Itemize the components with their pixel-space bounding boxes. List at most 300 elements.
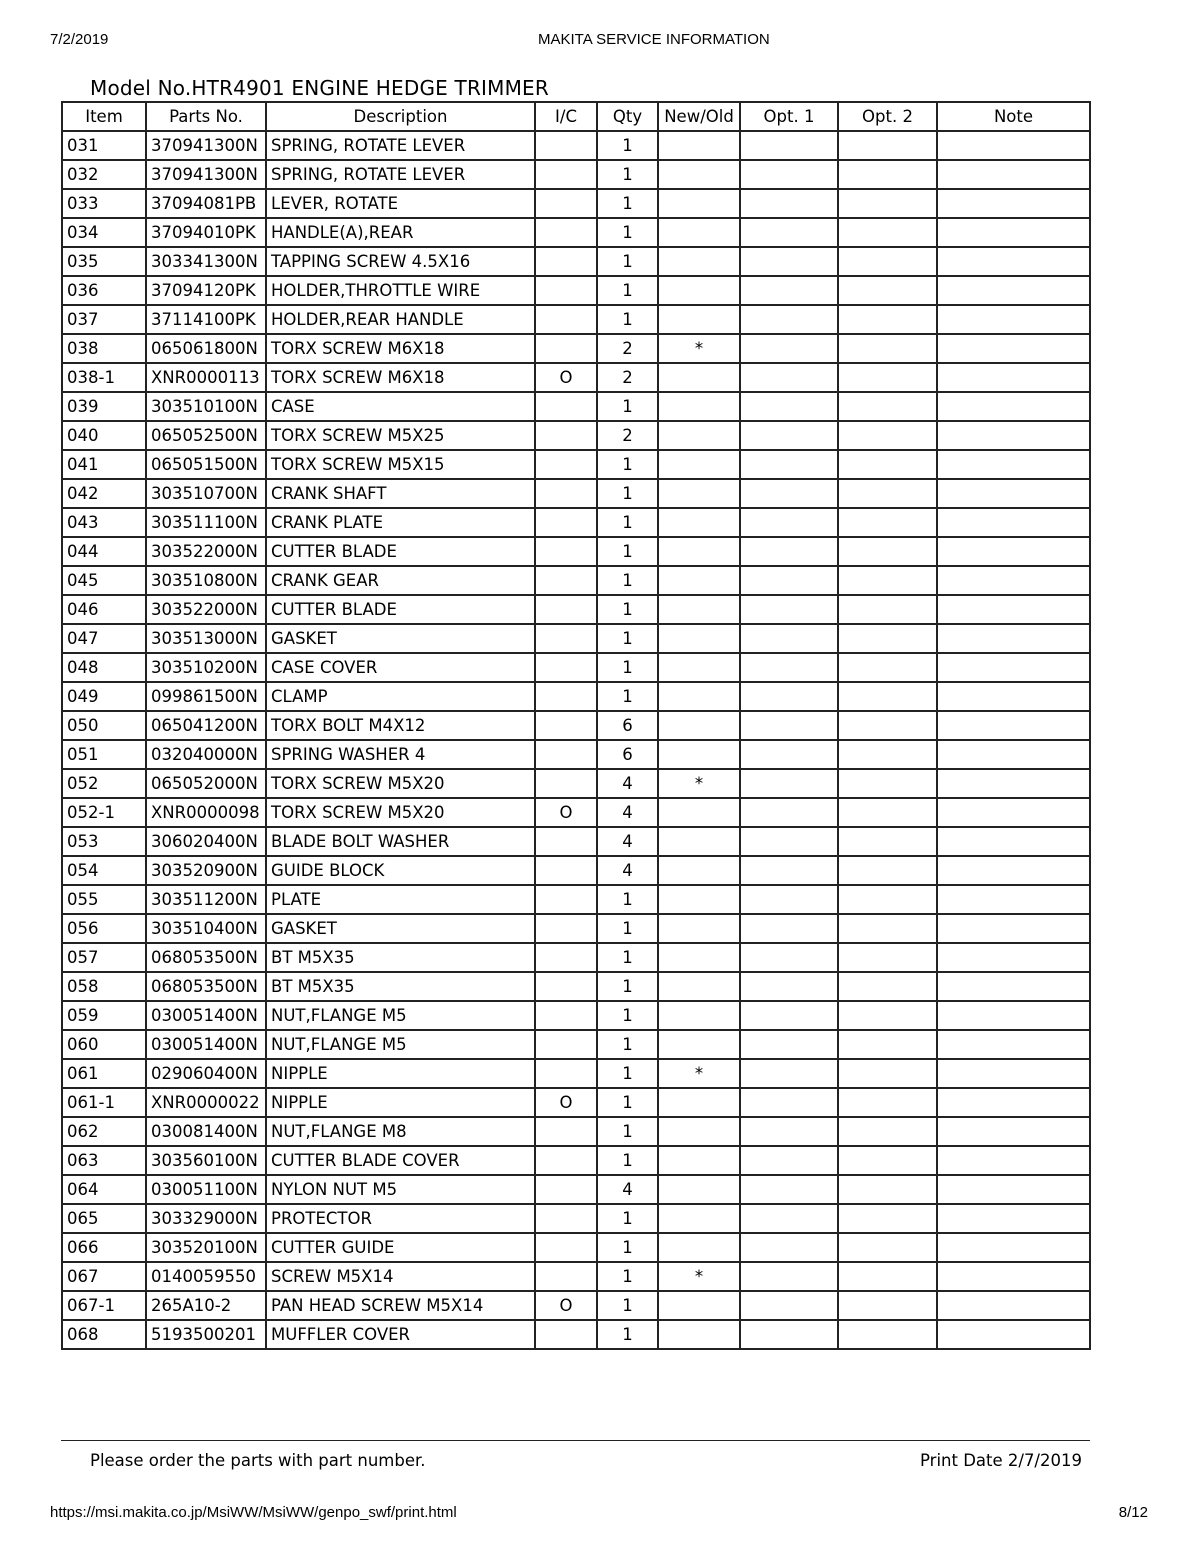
cell-ic — [535, 1320, 597, 1349]
cell-parts-no: 303510200N — [146, 653, 266, 682]
cell-note — [937, 914, 1090, 943]
cell-qty: 1 — [597, 479, 658, 508]
cell-item: 032 — [62, 160, 146, 189]
cell-opt1 — [740, 450, 838, 479]
cell-description: GASKET — [266, 914, 535, 943]
cell-opt1 — [740, 392, 838, 421]
cell-ic — [535, 305, 597, 334]
table-row — [62, 1233, 1090, 1262]
cell-opt2 — [838, 740, 937, 769]
cell-new-old — [658, 131, 740, 160]
cell-item: 060 — [62, 1030, 146, 1059]
cell-parts-no: XNR0000098 — [146, 798, 266, 827]
cell-opt1 — [740, 856, 838, 885]
cell-new-old — [658, 276, 740, 305]
cell-description: BT M5X35 — [266, 943, 535, 972]
table-row — [62, 1262, 1090, 1291]
cell-new-old — [658, 624, 740, 653]
cell-new-old: * — [658, 769, 740, 798]
cell-ic — [535, 450, 597, 479]
cell-parts-no: 5193500201 — [146, 1320, 266, 1349]
cell-ic — [535, 1233, 597, 1262]
cell-opt2 — [838, 1001, 937, 1030]
cell-ic — [535, 334, 597, 363]
cell-qty: 4 — [597, 1175, 658, 1204]
cell-opt2 — [838, 334, 937, 363]
cell-new-old — [658, 885, 740, 914]
cell-opt1 — [740, 334, 838, 363]
cell-parts-no: 065052000N — [146, 769, 266, 798]
parts-table — [61, 101, 1091, 1350]
cell-opt1 — [740, 1320, 838, 1349]
cell-qty: 1 — [597, 392, 658, 421]
cell-ic — [535, 276, 597, 305]
cell-parts-no: 065052500N — [146, 421, 266, 450]
cell-opt2 — [838, 247, 937, 276]
cell-qty: 1 — [597, 595, 658, 624]
cell-opt1 — [740, 421, 838, 450]
cell-ic — [535, 653, 597, 682]
cell-note — [937, 827, 1090, 856]
cell-qty: 1 — [597, 1146, 658, 1175]
cell-new-old — [658, 972, 740, 1001]
cell-new-old — [658, 508, 740, 537]
cell-new-old — [658, 914, 740, 943]
cell-qty: 1 — [597, 1030, 658, 1059]
cell-new-old — [658, 1204, 740, 1233]
cell-note — [937, 1175, 1090, 1204]
cell-parts-no: 030081400N — [146, 1117, 266, 1146]
cell-description: PAN HEAD SCREW M5X14 — [266, 1291, 535, 1320]
table-row — [62, 276, 1090, 305]
cell-ic — [535, 537, 597, 566]
cell-qty: 1 — [597, 276, 658, 305]
header-qty: Qty — [597, 102, 658, 131]
cell-note — [937, 276, 1090, 305]
cell-item: 054 — [62, 856, 146, 885]
cell-opt1 — [740, 479, 838, 508]
cell-note — [937, 1204, 1090, 1233]
cell-parts-no: 303520900N — [146, 856, 266, 885]
cell-note — [937, 450, 1090, 479]
cell-ic — [535, 1204, 597, 1233]
cell-new-old — [658, 682, 740, 711]
cell-note — [937, 1291, 1090, 1320]
cell-note — [937, 1117, 1090, 1146]
cell-qty: 1 — [597, 624, 658, 653]
cell-qty: 1 — [597, 914, 658, 943]
cell-item: 052-1 — [62, 798, 146, 827]
cell-note — [937, 479, 1090, 508]
cell-ic — [535, 943, 597, 972]
cell-description: CRANK GEAR — [266, 566, 535, 595]
header-item: Item — [62, 102, 146, 131]
cell-item: 055 — [62, 885, 146, 914]
page-header-title: MAKITA SERVICE INFORMATION — [538, 31, 770, 48]
cell-parts-no: 303511100N — [146, 508, 266, 537]
cell-item: 043 — [62, 508, 146, 537]
cell-opt1 — [740, 1204, 838, 1233]
cell-note — [937, 218, 1090, 247]
table-row — [62, 1146, 1090, 1175]
cell-item: 038-1 — [62, 363, 146, 392]
cell-new-old — [658, 1175, 740, 1204]
cell-description: TORX SCREW M5X25 — [266, 421, 535, 450]
table-row — [62, 450, 1090, 479]
cell-qty: 6 — [597, 711, 658, 740]
parts-table-body — [62, 131, 1090, 1349]
cell-parts-no: 37094120PK — [146, 276, 266, 305]
cell-opt2 — [838, 305, 937, 334]
cell-opt2 — [838, 711, 937, 740]
cell-note — [937, 131, 1090, 160]
cell-opt1 — [740, 160, 838, 189]
table-row — [62, 624, 1090, 653]
cell-opt1 — [740, 537, 838, 566]
cell-parts-no: 370941300N — [146, 160, 266, 189]
cell-ic — [535, 218, 597, 247]
cell-qty: 6 — [597, 740, 658, 769]
table-row — [62, 392, 1090, 421]
cell-note — [937, 682, 1090, 711]
cell-description: PLATE — [266, 885, 535, 914]
cell-ic — [535, 1175, 597, 1204]
cell-parts-no: 0140059550 — [146, 1262, 266, 1291]
cell-parts-no: 065051500N — [146, 450, 266, 479]
cell-opt2 — [838, 972, 937, 1001]
cell-item: 057 — [62, 943, 146, 972]
cell-qty: 1 — [597, 305, 658, 334]
cell-description: SCREW M5X14 — [266, 1262, 535, 1291]
cell-ic — [535, 827, 597, 856]
table-row — [62, 1204, 1090, 1233]
cell-qty: 1 — [597, 566, 658, 595]
cell-item: 065 — [62, 1204, 146, 1233]
page-url: https://msi.makita.co.jp/MsiWW/MsiWW/genpo_swf/print.html — [50, 1504, 457, 1521]
cell-description: SPRING WASHER 4 — [266, 740, 535, 769]
cell-qty: 4 — [597, 798, 658, 827]
cell-qty: 1 — [597, 885, 658, 914]
cell-note — [937, 537, 1090, 566]
cell-opt1 — [740, 276, 838, 305]
cell-opt1 — [740, 566, 838, 595]
cell-opt1 — [740, 827, 838, 856]
table-row — [62, 1088, 1090, 1117]
cell-opt1 — [740, 1059, 838, 1088]
cell-description: NUT,FLANGE M8 — [266, 1117, 535, 1146]
cell-note — [937, 1001, 1090, 1030]
header-parts-no: Parts No. — [146, 102, 266, 131]
table-row — [62, 363, 1090, 392]
cell-parts-no: 029060400N — [146, 1059, 266, 1088]
cell-item: 036 — [62, 276, 146, 305]
cell-opt2 — [838, 1175, 937, 1204]
cell-new-old — [658, 798, 740, 827]
cell-ic — [535, 1030, 597, 1059]
cell-item: 034 — [62, 218, 146, 247]
cell-description: HANDLE(A),REAR — [266, 218, 535, 247]
cell-item: 040 — [62, 421, 146, 450]
cell-ic — [535, 1146, 597, 1175]
cell-description: TORX SCREW M6X18 — [266, 334, 535, 363]
cell-opt1 — [740, 769, 838, 798]
cell-opt1 — [740, 711, 838, 740]
table-row — [62, 1059, 1090, 1088]
cell-ic: O — [535, 1088, 597, 1117]
cell-qty: 1 — [597, 1233, 658, 1262]
cell-description: SPRING, ROTATE LEVER — [266, 131, 535, 160]
table-row — [62, 653, 1090, 682]
cell-item: 068 — [62, 1320, 146, 1349]
cell-description: TORX SCREW M5X20 — [266, 769, 535, 798]
cell-qty: 1 — [597, 1059, 658, 1088]
cell-description: SPRING, ROTATE LEVER — [266, 160, 535, 189]
cell-ic — [535, 972, 597, 1001]
cell-qty: 1 — [597, 537, 658, 566]
cell-ic — [535, 421, 597, 450]
cell-parts-no: 303341300N — [146, 247, 266, 276]
cell-opt2 — [838, 276, 937, 305]
cell-opt1 — [740, 508, 838, 537]
cell-qty: 1 — [597, 189, 658, 218]
cell-note — [937, 885, 1090, 914]
cell-opt2 — [838, 1204, 937, 1233]
cell-item: 062 — [62, 1117, 146, 1146]
cell-new-old: * — [658, 1262, 740, 1291]
cell-opt1 — [740, 914, 838, 943]
cell-description: HOLDER,REAR HANDLE — [266, 305, 535, 334]
cell-opt2 — [838, 1320, 937, 1349]
table-row — [62, 218, 1090, 247]
cell-item: 067 — [62, 1262, 146, 1291]
cell-opt1 — [740, 363, 838, 392]
cell-new-old — [658, 363, 740, 392]
cell-opt1 — [740, 972, 838, 1001]
cell-parts-no: 030051400N — [146, 1001, 266, 1030]
table-row — [62, 943, 1090, 972]
cell-qty: 1 — [597, 1291, 658, 1320]
cell-parts-no: 068053500N — [146, 943, 266, 972]
cell-opt1 — [740, 1030, 838, 1059]
table-row — [62, 131, 1090, 160]
table-row — [62, 247, 1090, 276]
cell-opt2 — [838, 566, 937, 595]
table-row — [62, 421, 1090, 450]
cell-description: NUT,FLANGE M5 — [266, 1001, 535, 1030]
cell-item: 061 — [62, 1059, 146, 1088]
cell-item: 067-1 — [62, 1291, 146, 1320]
cell-new-old — [658, 740, 740, 769]
cell-ic — [535, 711, 597, 740]
cell-parts-no: 303513000N — [146, 624, 266, 653]
table-row — [62, 885, 1090, 914]
cell-opt2 — [838, 450, 937, 479]
footer-print-date: Print Date 2/7/2019 — [920, 1451, 1082, 1470]
cell-ic — [535, 595, 597, 624]
cell-new-old — [658, 1117, 740, 1146]
cell-note — [937, 189, 1090, 218]
cell-opt2 — [838, 885, 937, 914]
table-row — [62, 1320, 1090, 1349]
cell-new-old — [658, 1146, 740, 1175]
cell-opt1 — [740, 653, 838, 682]
cell-qty: 1 — [597, 972, 658, 1001]
cell-qty: 4 — [597, 856, 658, 885]
header-new-old: New/Old — [658, 102, 740, 131]
cell-ic — [535, 131, 597, 160]
cell-opt2 — [838, 1262, 937, 1291]
cell-opt1 — [740, 305, 838, 334]
cell-new-old: * — [658, 1059, 740, 1088]
cell-description: HOLDER,THROTTLE WIRE — [266, 276, 535, 305]
cell-opt2 — [838, 508, 937, 537]
cell-item: 050 — [62, 711, 146, 740]
cell-opt1 — [740, 682, 838, 711]
cell-opt2 — [838, 479, 937, 508]
cell-description: CUTTER BLADE — [266, 537, 535, 566]
cell-ic — [535, 740, 597, 769]
cell-opt1 — [740, 131, 838, 160]
cell-new-old — [658, 711, 740, 740]
cell-new-old — [658, 218, 740, 247]
cell-qty: 1 — [597, 943, 658, 972]
cell-description: CUTTER GUIDE — [266, 1233, 535, 1262]
header-opt2: Opt. 2 — [838, 102, 937, 131]
table-header-row — [62, 102, 1090, 131]
cell-opt1 — [740, 740, 838, 769]
cell-note — [937, 392, 1090, 421]
header-note: Note — [937, 102, 1090, 131]
cell-ic — [535, 885, 597, 914]
cell-qty: 1 — [597, 1001, 658, 1030]
cell-opt2 — [838, 1117, 937, 1146]
cell-parts-no: 065041200N — [146, 711, 266, 740]
cell-opt1 — [740, 218, 838, 247]
cell-ic: O — [535, 1291, 597, 1320]
cell-opt2 — [838, 624, 937, 653]
cell-ic — [535, 392, 597, 421]
cell-item: 047 — [62, 624, 146, 653]
cell-parts-no: 030051100N — [146, 1175, 266, 1204]
cell-description: NUT,FLANGE M5 — [266, 1030, 535, 1059]
cell-note — [937, 1059, 1090, 1088]
cell-parts-no: 303510400N — [146, 914, 266, 943]
cell-opt2 — [838, 1030, 937, 1059]
cell-item: 061-1 — [62, 1088, 146, 1117]
cell-ic — [535, 856, 597, 885]
table-row — [62, 566, 1090, 595]
cell-description: TAPPING SCREW 4.5X16 — [266, 247, 535, 276]
cell-new-old — [658, 305, 740, 334]
cell-new-old — [658, 1001, 740, 1030]
cell-description: GUIDE BLOCK — [266, 856, 535, 885]
cell-qty: 1 — [597, 1262, 658, 1291]
cell-description: NYLON NUT M5 — [266, 1175, 535, 1204]
cell-new-old — [658, 1291, 740, 1320]
cell-qty: 1 — [597, 1088, 658, 1117]
cell-opt2 — [838, 914, 937, 943]
cell-description: BT M5X35 — [266, 972, 535, 1001]
document-title: Model No.HTR4901 ENGINE HEDGE TRIMMER — [90, 76, 549, 100]
table-row — [62, 160, 1090, 189]
cell-new-old — [658, 856, 740, 885]
cell-note — [937, 595, 1090, 624]
cell-opt1 — [740, 624, 838, 653]
table-row — [62, 827, 1090, 856]
cell-qty: 1 — [597, 218, 658, 247]
cell-description: NIPPLE — [266, 1088, 535, 1117]
cell-opt2 — [838, 1291, 937, 1320]
cell-opt1 — [740, 189, 838, 218]
cell-opt2 — [838, 595, 937, 624]
cell-ic — [535, 566, 597, 595]
cell-item: 044 — [62, 537, 146, 566]
cell-item: 038 — [62, 334, 146, 363]
cell-parts-no: 303510800N — [146, 566, 266, 595]
table-row — [62, 189, 1090, 218]
cell-note — [937, 1146, 1090, 1175]
cell-note — [937, 769, 1090, 798]
cell-parts-no: 030051400N — [146, 1030, 266, 1059]
cell-note — [937, 1233, 1090, 1262]
cell-ic — [535, 914, 597, 943]
cell-new-old — [658, 537, 740, 566]
cell-note — [937, 1088, 1090, 1117]
table-row — [62, 1117, 1090, 1146]
cell-opt1 — [740, 1262, 838, 1291]
cell-new-old — [658, 421, 740, 450]
cell-note — [937, 363, 1090, 392]
table-row — [62, 1291, 1090, 1320]
cell-item: 058 — [62, 972, 146, 1001]
table-row — [62, 305, 1090, 334]
cell-ic — [535, 682, 597, 711]
cell-ic: O — [535, 798, 597, 827]
cell-parts-no: 303522000N — [146, 595, 266, 624]
cell-opt2 — [838, 653, 937, 682]
cell-qty: 1 — [597, 247, 658, 276]
cell-opt2 — [838, 943, 937, 972]
cell-opt2 — [838, 1233, 937, 1262]
cell-description: CASE COVER — [266, 653, 535, 682]
cell-description: CUTTER BLADE COVER — [266, 1146, 535, 1175]
cell-new-old — [658, 595, 740, 624]
cell-opt2 — [838, 363, 937, 392]
cell-new-old: * — [658, 334, 740, 363]
table-row — [62, 1001, 1090, 1030]
table-row — [62, 972, 1090, 1001]
cell-opt2 — [838, 218, 937, 247]
cell-new-old — [658, 189, 740, 218]
cell-parts-no: 37094081PB — [146, 189, 266, 218]
cell-qty: 1 — [597, 131, 658, 160]
cell-new-old — [658, 392, 740, 421]
cell-opt1 — [740, 1146, 838, 1175]
table-row — [62, 1030, 1090, 1059]
cell-qty: 1 — [597, 682, 658, 711]
cell-qty: 1 — [597, 1204, 658, 1233]
cell-opt1 — [740, 885, 838, 914]
cell-opt2 — [838, 1088, 937, 1117]
cell-note — [937, 508, 1090, 537]
cell-description: CUTTER BLADE — [266, 595, 535, 624]
cell-opt1 — [740, 1088, 838, 1117]
cell-note — [937, 1030, 1090, 1059]
cell-ic — [535, 1001, 597, 1030]
cell-item: 053 — [62, 827, 146, 856]
table-row — [62, 682, 1090, 711]
cell-ic: O — [535, 363, 597, 392]
